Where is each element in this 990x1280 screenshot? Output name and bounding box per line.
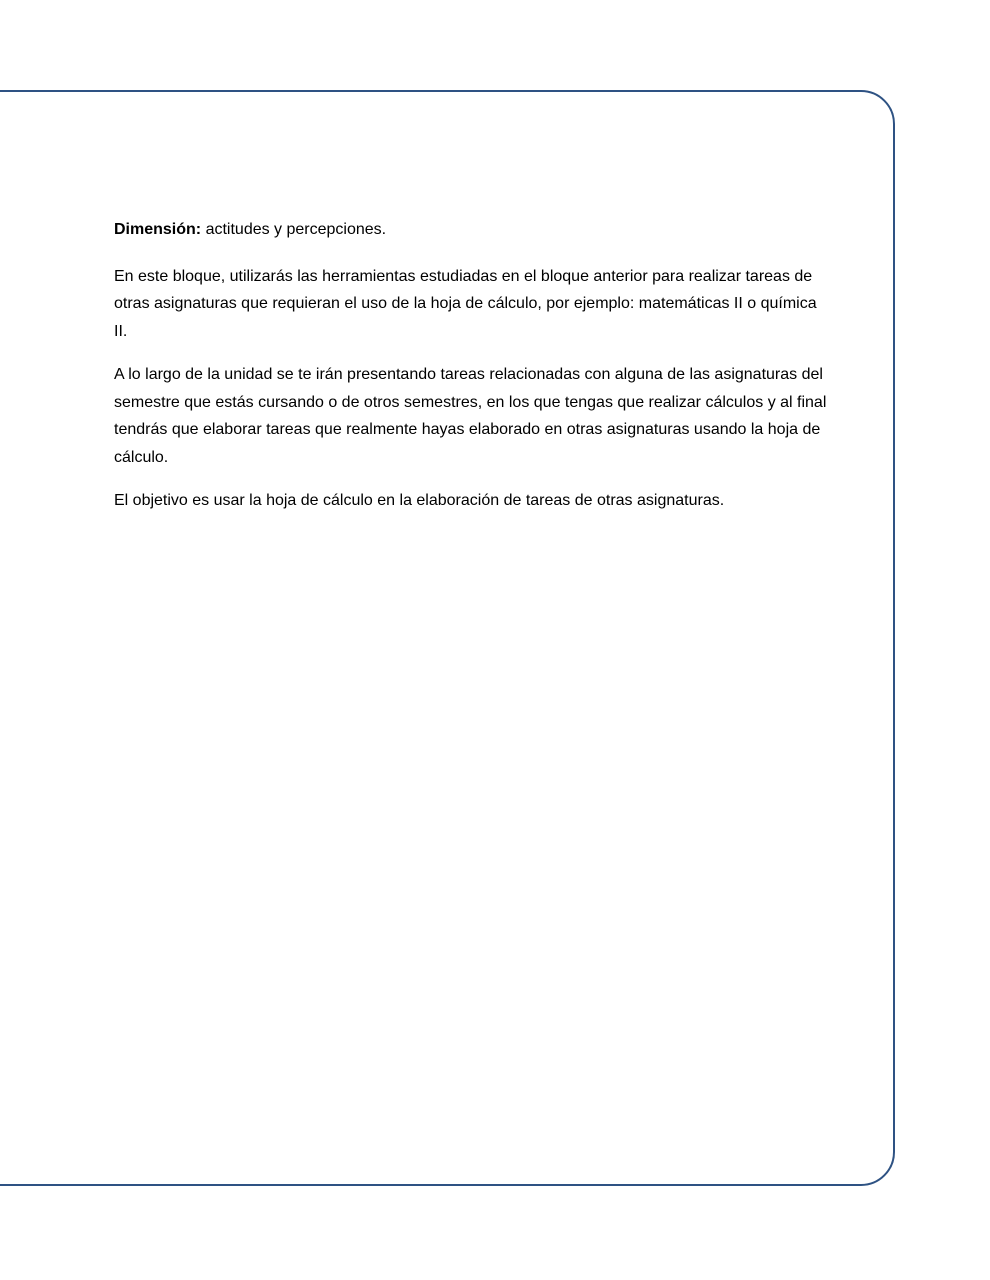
paragraph-objective: El objetivo es usar la hoja de cálculo en la elaboración de tareas de otras asignaturas. [114,492,725,509]
dimension-line [114,216,834,244]
dimension-value: actitudes y percepciones. [201,221,387,238]
document-body [114,216,834,531]
dimension-label: Dimensión: [114,221,202,238]
paragraph-intro: En este bloque, utilizarás las herramientas estudiadas en el bloque anterior para realizar tareas de otras asignaturas que requieran el uso de la hoja de cálculo, por ejemplo: matemáticas II o química II. [114,267,817,340]
paragraph-tasks: A lo largo de la unidad se te irán presentando tareas relacionadas con alguna de las asignaturas del semestre que estás cursando o de otros semestres, en los que tengas que realizar cálculos y al final tendrás que elaborar tareas que realmente hayas elaborado en otras asignaturas usando la hoja de cálculo. [114,366,827,466]
